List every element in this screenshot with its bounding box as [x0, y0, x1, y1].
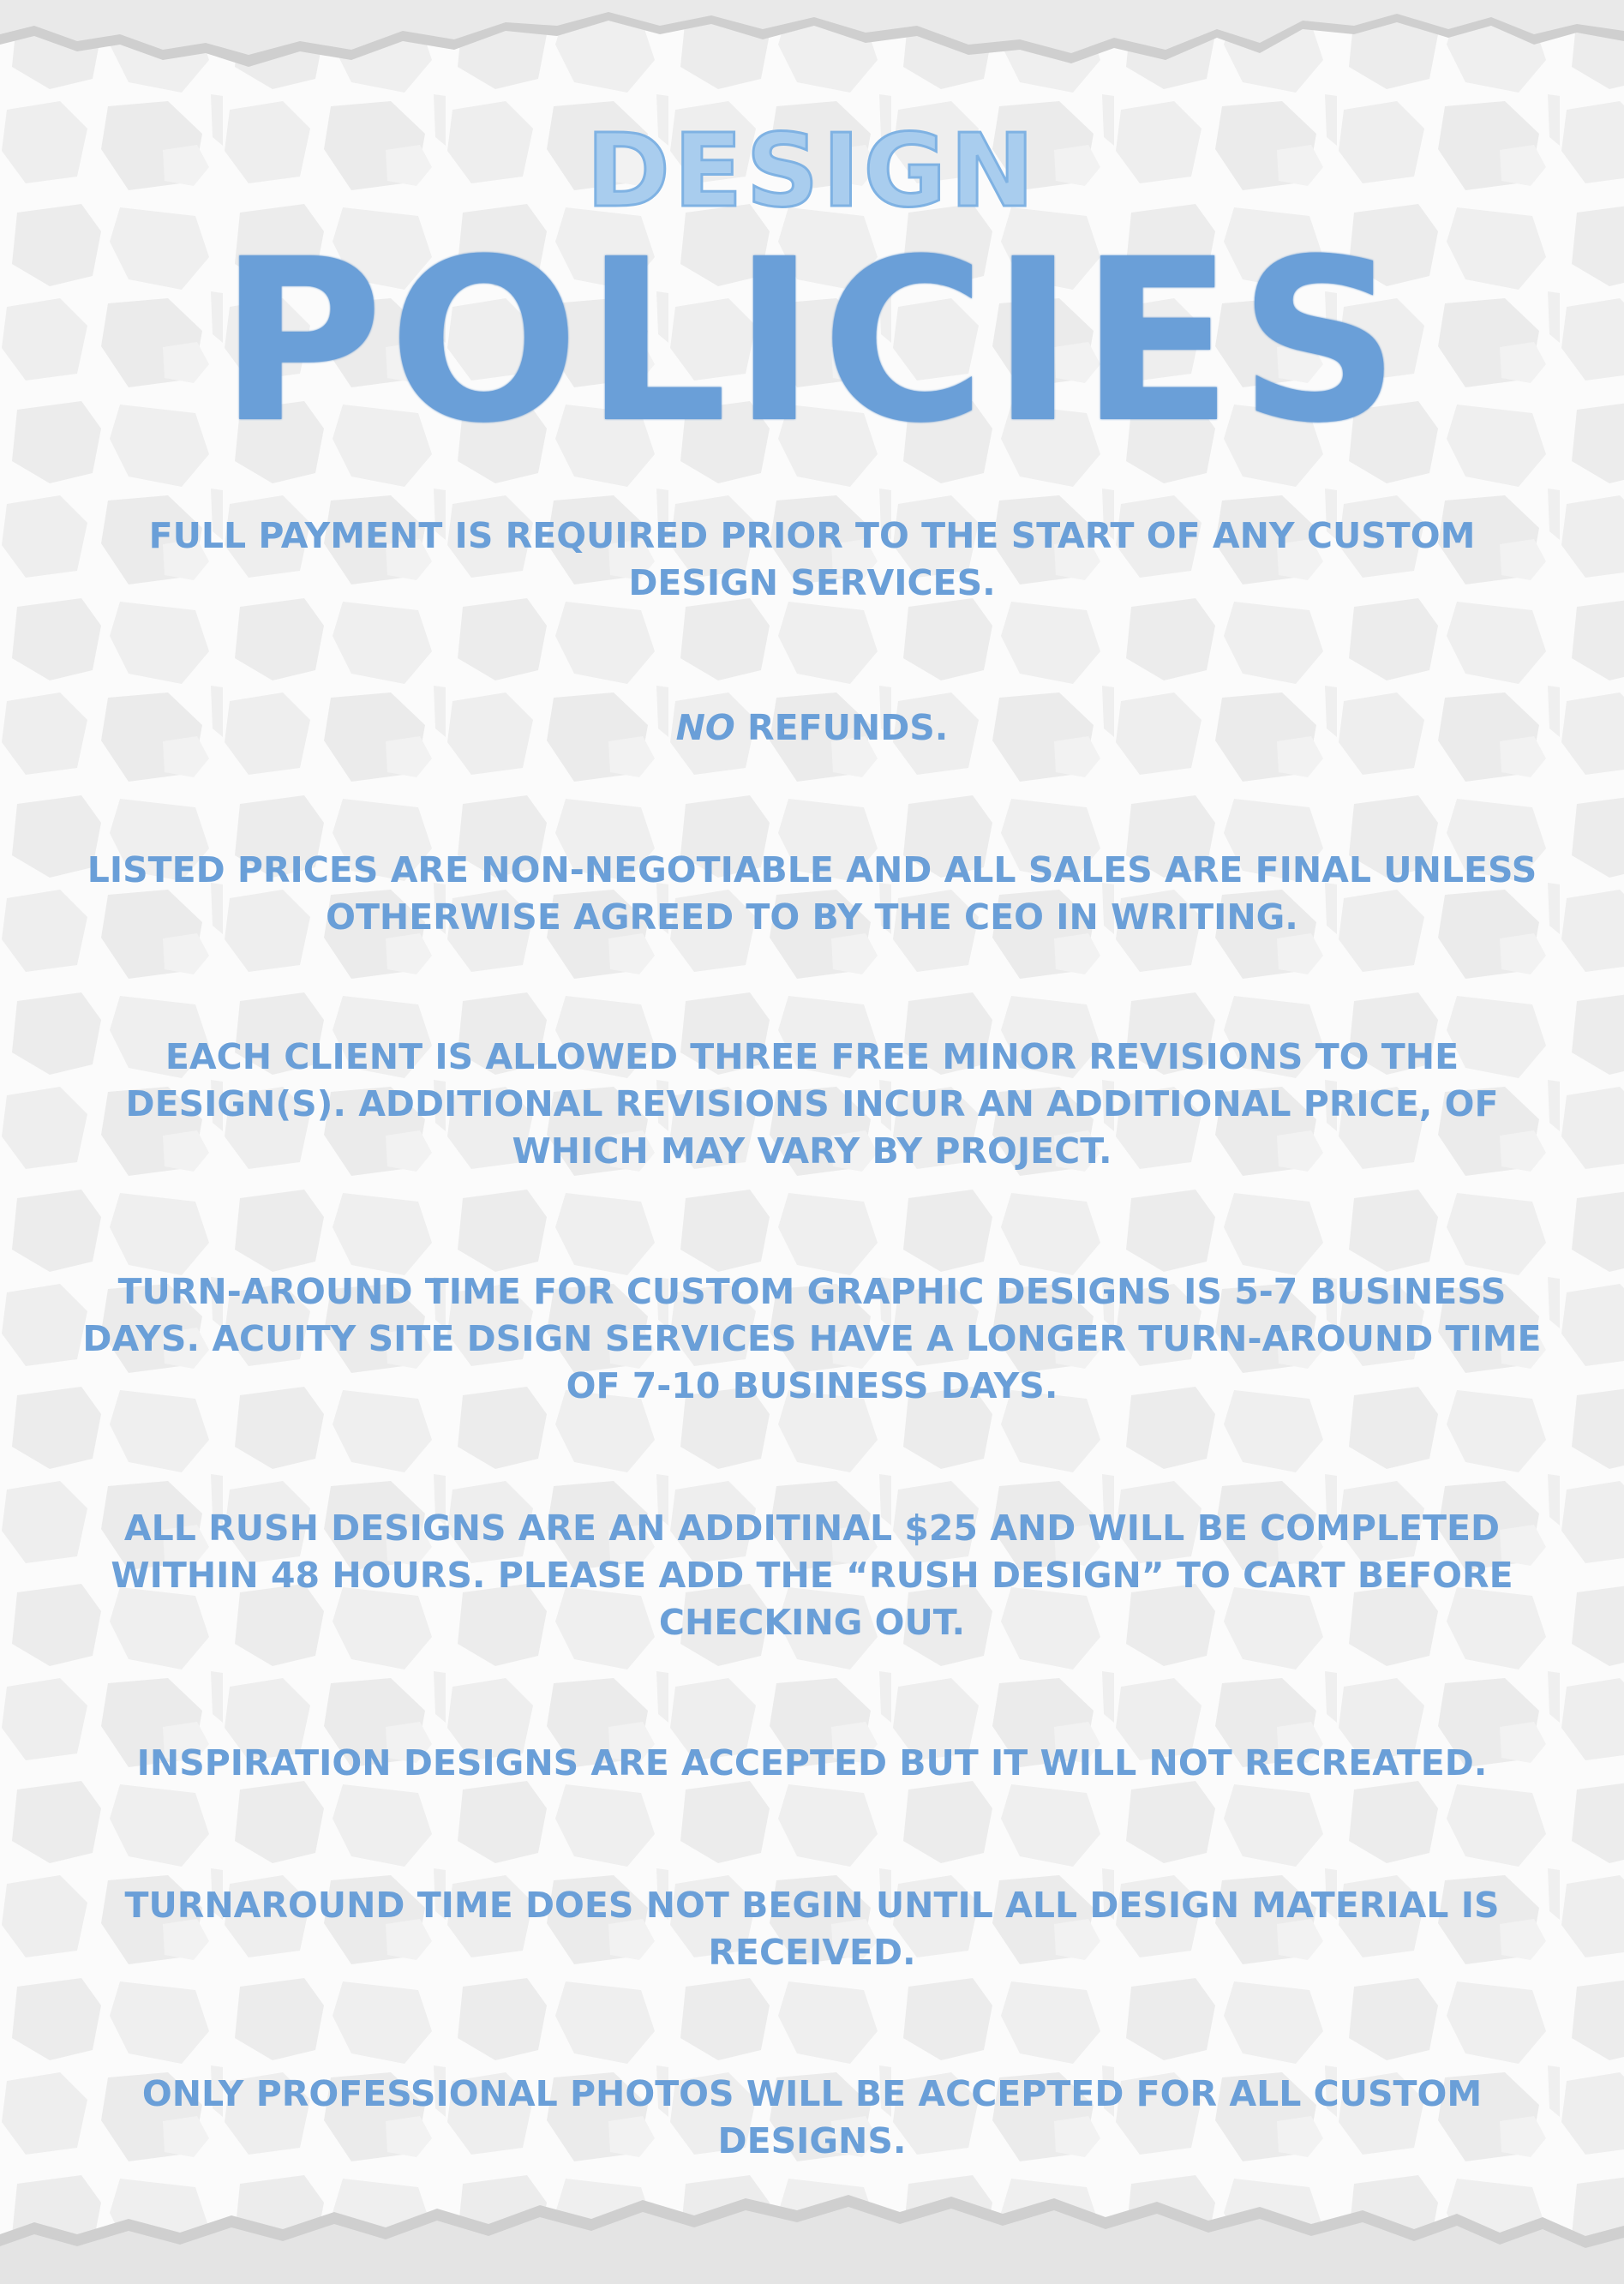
- torn-edge-bottom: [0, 2173, 1624, 2284]
- policy-item: [77, 1740, 1547, 1787]
- policy-text: FULL PAYMENT IS REQUIRED PRIOR TO THE START OF ANY CUSTOM DESIGN SERVICES.: [148, 515, 1476, 603]
- policy-emphasis: NO: [675, 707, 735, 748]
- policy-text: LISTED PRICES ARE NON-NEGOTIABLE AND ALL SALES ARE FINAL UNLESS OTHERWISE AGREED TO BY THE CEO IN WRITING.: [87, 849, 1537, 938]
- policy-text: TURNAROUND TIME DOES NOT BEGIN UNTIL ALL DESIGN MATERIAL IS RECEIVED.: [124, 1885, 1500, 1973]
- policy-item: [77, 1505, 1547, 1646]
- policy-text: EACH CLIENT IS ALLOWED THREE FREE MINOR REVISIONS TO THE DESIGN(S). ADDITIONAL REVISIONS INCUR AN ADDITIONAL PRICE, OF WHICH MAY VARY BY PROJECT.: [125, 1036, 1499, 1172]
- title-policies: POLICIES: [219, 211, 1405, 472]
- policy-item: [77, 2071, 1547, 2165]
- policy-text: ALL RUSH DESIGNS ARE AN ADDITINAL $25 AND WILL BE COMPLETED WITHIN 48 HOURS. PLEASE ADD THE “RUSH DESIGN” TO CART BEFORE CHECKING OUT.: [111, 1508, 1513, 1643]
- policy-item: [77, 847, 1547, 941]
- policy-text: ONLY PROFESSIONAL PHOTOS WILL BE ACCEPTED FOR ALL CUSTOM DESIGNS.: [141, 2073, 1483, 2161]
- policy-text: TURN-AROUND TIME FOR CUSTOM GRAPHIC DESIGNS IS 5-7 BUSINESS DAYS. ACUITY SITE DSIGN SERVICES HAVE A LONGER TURN-AROUND TIME OF 7-10 BUSINESS DAYS.: [82, 1271, 1542, 1406]
- policy-text: INSPIRATION DESIGNS ARE ACCEPTED BUT IT WILL NOT RECREATED.: [136, 1742, 1488, 1783]
- policy-item: [77, 704, 1547, 752]
- policy-item: [77, 513, 1547, 607]
- policy-text: REFUNDS.: [734, 707, 949, 748]
- policy-item: [77, 1882, 1547, 1976]
- torn-edge-top: [0, 0, 1624, 94]
- policy-item: [77, 1034, 1547, 1175]
- policy-item: [77, 1268, 1547, 1410]
- title-design: DESIGN: [585, 111, 1039, 230]
